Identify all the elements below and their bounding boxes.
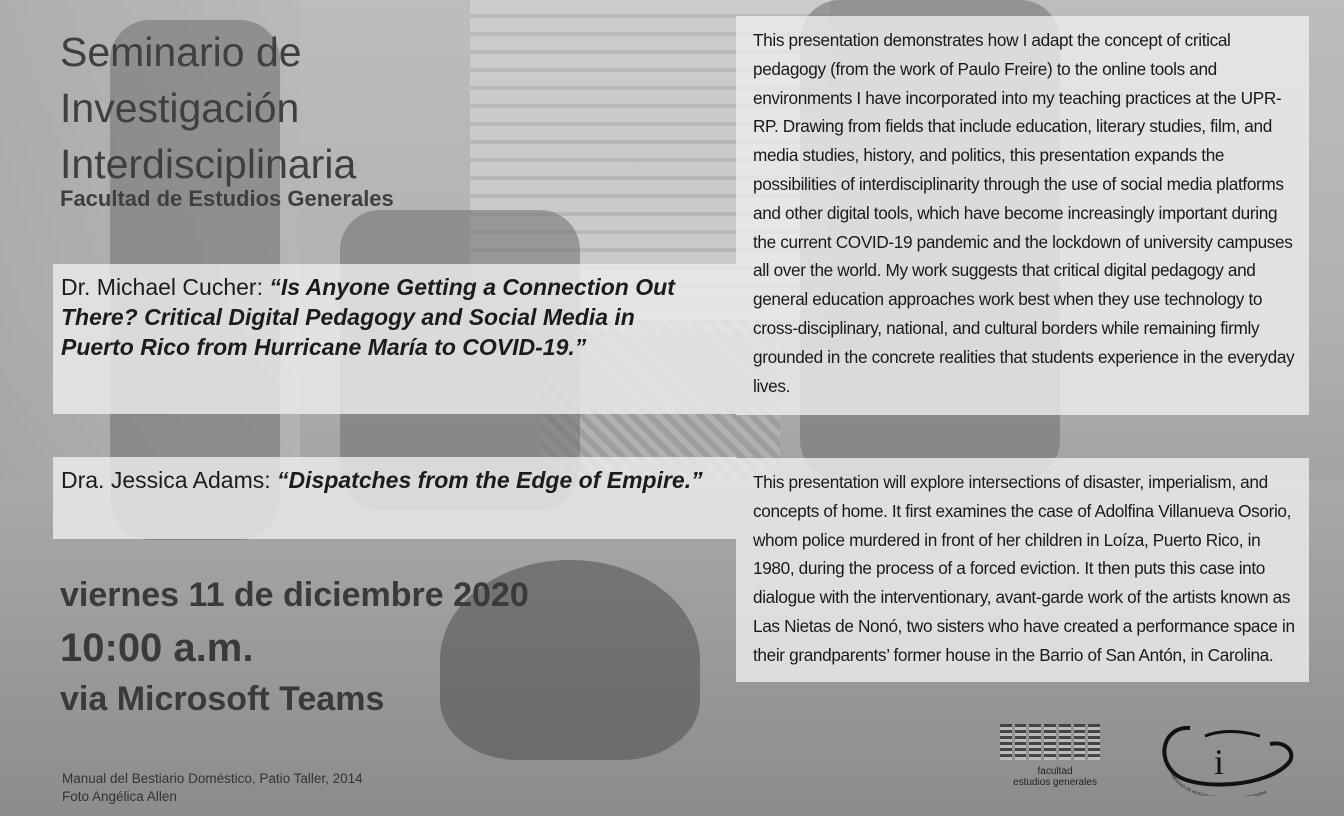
sii-seal-ring-text: SEMINARIO DE INVESTI LINARIA	[1168, 770, 1268, 796]
talk-1-title: “Is Anyone Getting a Connection Out There? Critical Digital Pedagogy and Social Media in Puerto Rico from Hurricane María to COVID-19.”	[61, 274, 675, 360]
sii-seal-icon	[1150, 716, 1300, 796]
seminar-title-block	[60, 24, 620, 212]
photo-credit-line: Foto Angélica Allen	[62, 789, 177, 804]
faculty-subtitle: Facultad de Estudios Generales	[60, 186, 394, 211]
feg-logo-text	[1000, 766, 1110, 788]
sii-seal-graphic	[1150, 716, 1300, 796]
event-platform: via Microsoft Teams	[60, 680, 385, 718]
event-date: viernes 11 de diciembre 2020	[60, 576, 529, 614]
talk-2-abstract-panel	[736, 458, 1309, 682]
feg-logo-line: estudios generales	[1013, 777, 1097, 788]
talk-1-abstract: This presentation demonstrates how I adapt the concept of critical pedagogy (from the work of Paulo Freire) to the online tools and environments I have incorporated into my teaching practices at the UPR-RP. Drawing from fields that include education, literary studies, film, and media studies, history, and politics, this presentation expands the possibilities of interdisciplinarity through the use of social media platforms and other digital tools, which have become increasingly important during the current COVID-19 pandemic and the lockdown of university campuses all over the world. My work suggests that critical digital pedagogy and general education approaches work best when they use technology to cross-disciplinary, national, and cultural borders while remaining firmly grounded in the concrete realities that students experience in the everyday lives.	[753, 30, 1295, 396]
feg-logo-line: facultad	[1037, 766, 1073, 777]
photo-credit-line: Manual del Bestiario Doméstico, Patio Taller, 2014	[62, 771, 363, 786]
talk-1-heading	[61, 272, 711, 362]
feg-logo-icon	[1000, 724, 1110, 794]
seminar-title-line: Interdisciplinaria	[60, 141, 357, 187]
talk-1-panel	[53, 264, 736, 414]
feg-logo-bars	[1000, 724, 1100, 760]
photo-credit	[62, 770, 363, 806]
seminar-title-line: Investigación	[60, 85, 300, 131]
talk-2-abstract: This presentation will explore intersections of disaster, imperialism, and concepts of home. It first examines the case of Adolfina Villanueva Osorio, whom police murdered in front of her children in Loíza, Puerto Rico, in 1980, during the process of a forced eviction. It then puts this case into dialogue with the interventionary, avant-garde work of the artists known as Las Nietas de Nonó, two sisters who have created a performance space in their grandparents’ former house in the Barrio of San Antón, in Carolina.	[753, 472, 1295, 665]
talk-1-abstract-panel	[736, 16, 1309, 415]
seminar-title-line: Seminario de	[60, 29, 302, 75]
event-time: 10:00 a.m.	[60, 626, 254, 670]
talk-2-panel	[53, 457, 736, 539]
talk-2-title: “Dispatches from the Edge of Empire.”	[277, 467, 703, 493]
talk-2-heading	[61, 465, 711, 495]
talk-1-speaker: Dr. Michael Cucher:	[61, 274, 263, 300]
sii-seal-mark: i	[1214, 742, 1225, 782]
talk-2-speaker: Dra. Jessica Adams:	[61, 467, 271, 493]
